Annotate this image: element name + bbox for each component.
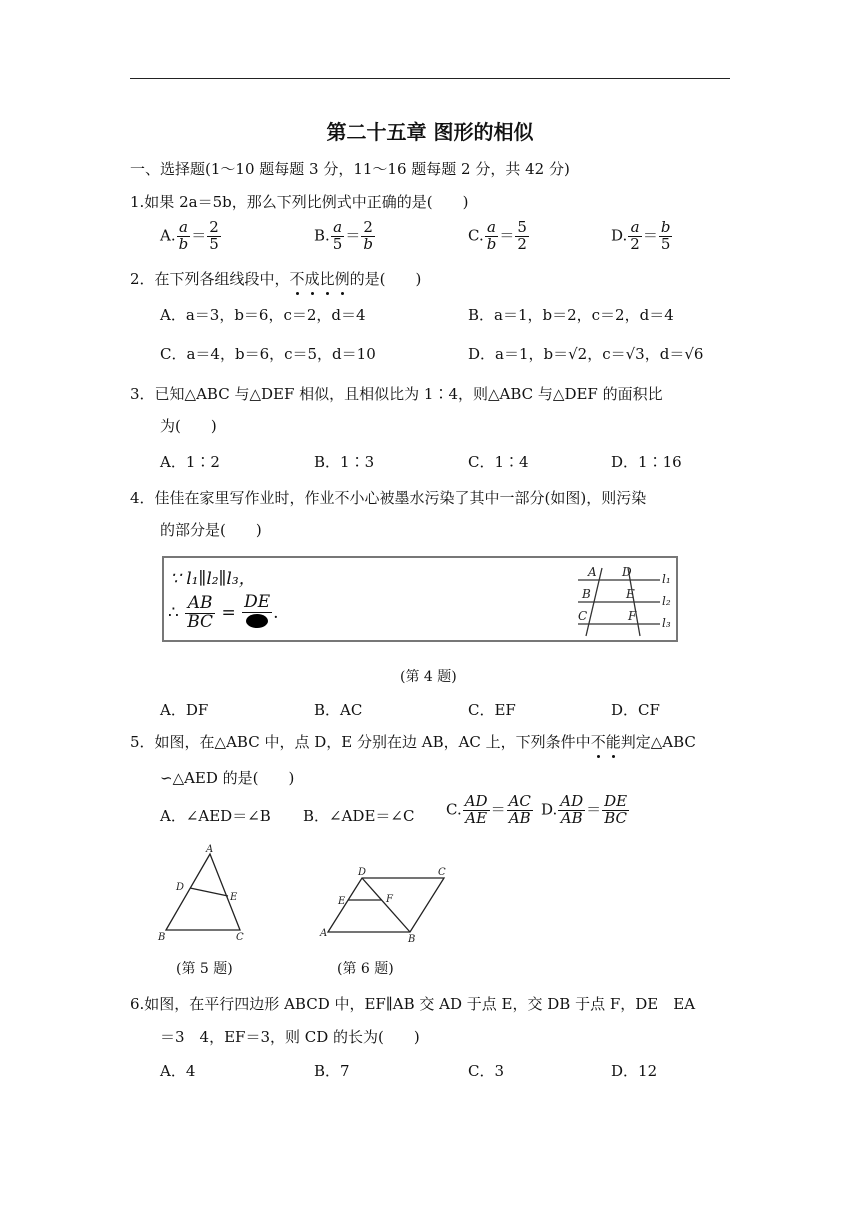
q4-option-b[interactable]: B．AC	[314, 701, 363, 719]
ink-blot	[246, 614, 268, 628]
q5-option-a[interactable]: A．∠AED＝∠B	[160, 807, 271, 825]
label-b: B	[158, 932, 166, 943]
q3-option-a[interactable]: A．1∶2	[160, 453, 220, 471]
q5-triangle-figure	[150, 842, 260, 946]
label-d: D	[358, 867, 367, 878]
q1-option-a[interactable]: A. $\frac{a}{b}$ ＝ $\frac{2}{5}$	[160, 218, 219, 253]
label-b: B	[408, 934, 416, 945]
label-a: A	[206, 844, 214, 855]
q2-stem: 2．在下列各组线段中，不成比例的是( )	[130, 270, 422, 288]
label-l2: l₂	[662, 594, 671, 608]
q3-option-b[interactable]: B．1∶3	[314, 453, 375, 471]
label-l3: l₃	[662, 616, 671, 630]
q6-option-b[interactable]: B．7	[314, 1062, 350, 1080]
label-e: E	[338, 896, 346, 907]
q5-stem-line1: 5．如图，在△ABC 中，点 D，E 分别在边 AB，AC 上，下列条件中不能判定△ABC	[130, 733, 696, 751]
q3-stem-line1: 3．已知△ABC 与△DEF 相似，且相似比为 1∶4，则△ABC 与△DEF 的面积比	[130, 385, 663, 403]
label-c: C	[438, 867, 446, 878]
fraction: $\frac{a}{b}$	[178, 218, 189, 253]
label-e: E	[230, 892, 238, 903]
q4-option-c[interactable]: C．EF	[468, 701, 516, 719]
q6-stem-line1: 6.如图，在平行四边形 ABCD 中，EF∥AB 交 AD 于点 E，交 DB 于点 F，DE EA	[130, 995, 696, 1013]
q1-option-d[interactable]: D. $\frac{a}{2}$ ＝ $\frac{b}{5}$	[611, 218, 671, 253]
header-rule	[130, 78, 730, 79]
q4-figure	[162, 556, 678, 642]
q5-option-c[interactable]: C. $\frac{AD}{AE}$ ＝ $\frac{AC}{AB}$	[446, 792, 531, 827]
proportion-statement: ∴ $\frac{AB}{BC}$ = DE .	[168, 592, 279, 632]
label-b: B	[582, 587, 591, 601]
label-l1: l₁	[662, 572, 671, 586]
section-heading: 一、选择题(1～10 题每题 3 分，11～16 题每题 2 分，共 42 分)	[130, 160, 570, 178]
q6-parallelogram-figure	[316, 862, 454, 948]
fraction: $\frac{a}{2}$	[630, 218, 640, 253]
q6-option-c[interactable]: C．3	[468, 1062, 505, 1080]
label-f: F	[386, 894, 393, 905]
fraction: $\frac{2}{b}$	[363, 218, 373, 253]
q1-option-b[interactable]: B. $\frac{a}{5}$ ＝ $\frac{2}{b}$	[314, 218, 373, 253]
q2-option-b[interactable]: B．a＝1，b＝2，c＝2，d＝4	[468, 306, 674, 324]
q3-option-d[interactable]: D．1∶16	[611, 453, 682, 471]
q6-option-d[interactable]: D．12	[611, 1062, 658, 1080]
q2-option-d[interactable]: D．a＝1，b＝√2，c＝√3，d＝√6	[468, 345, 704, 363]
fraction: $\frac{a}{b}$	[486, 218, 497, 253]
q4-stem-line2: 的部分是( )	[160, 521, 262, 539]
q4-option-d[interactable]: D．CF	[611, 701, 660, 719]
q6-stem-line2: ＝3 4，EF＝3，则 CD 的长为( )	[160, 1028, 420, 1046]
parallel-lines-diagram	[574, 562, 674, 638]
q1-stem: 1.如果 2a＝5b，那么下列比例式中正确的是( )	[130, 193, 469, 211]
label-d: D	[622, 565, 632, 579]
q4-option-a[interactable]: A．DF	[160, 701, 209, 719]
fraction: $\frac{b}{5}$	[660, 218, 671, 253]
fraction: $\frac{a}{5}$	[332, 218, 343, 253]
q3-stem-line2: 为( )	[160, 417, 217, 435]
label-d: D	[176, 882, 185, 893]
label-a: A	[320, 928, 328, 939]
q4-stem-line1: 4．佳佳在家里写作业时，作业不小心被墨水污染了其中一部分(如图)，则污染	[130, 489, 647, 507]
q1-option-c[interactable]: C. $\frac{a}{b}$ ＝ $\frac{5}{2}$	[468, 218, 527, 253]
label-c: C	[236, 932, 244, 943]
label-f: F	[628, 609, 637, 623]
label-e: E	[626, 587, 635, 601]
q6-caption: (第 6 题)	[337, 961, 394, 977]
q3-option-c[interactable]: C．1∶4	[468, 453, 529, 471]
q5-stem-line2: ∽△AED 的是( )	[160, 769, 295, 787]
q6-option-a[interactable]: A．4	[160, 1062, 196, 1080]
fraction: $\frac{5}{2}$	[517, 218, 527, 253]
page-title: 第二十五章 图形的相似	[326, 120, 534, 144]
q5-option-d[interactable]: D. $\frac{AD}{AB}$ ＝ $\frac{DE}{BC}$	[541, 792, 628, 827]
q5-option-b[interactable]: B．∠ADE＝∠C	[303, 807, 415, 825]
parallel-statement: ∵ l₁∥l₂∥l₃，	[170, 569, 256, 589]
q2-option-a[interactable]: A．a＝3，b＝6，c＝2，d＝4	[160, 306, 366, 324]
fraction: $\frac{2}{5}$	[209, 218, 219, 253]
label-c: C	[578, 609, 588, 623]
q5-caption: (第 5 题)	[176, 961, 233, 977]
label-a: A	[588, 565, 597, 579]
q2-option-c[interactable]: C．a＝4，b＝6，c＝5，d＝10	[160, 345, 376, 363]
q4-caption: (第 4 题)	[400, 669, 457, 685]
